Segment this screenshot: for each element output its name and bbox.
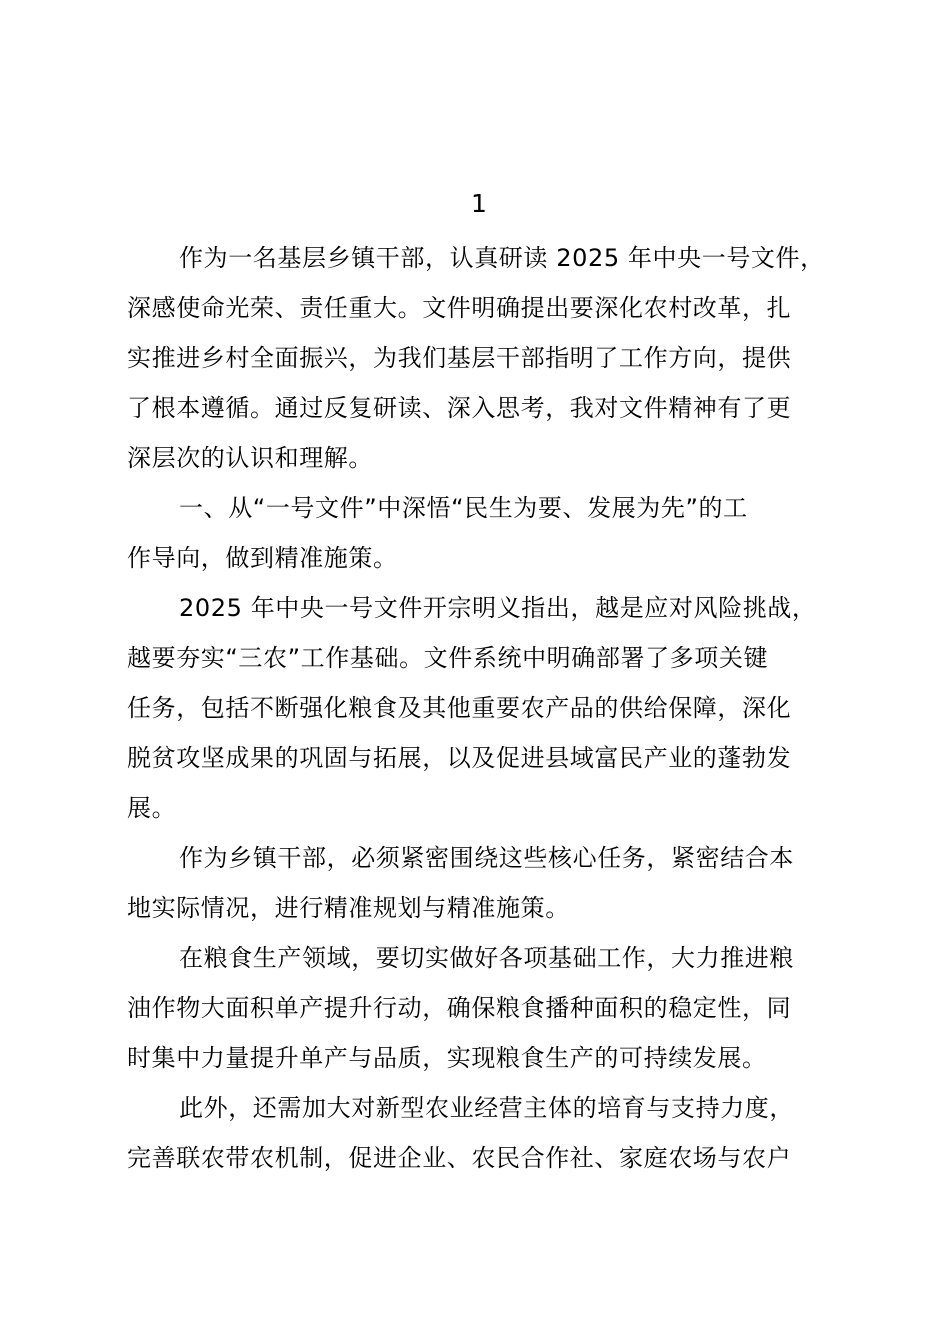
text-line: 了根本遵循。通过反复研读、深入思考，我对文件精神有了更 (127, 394, 792, 422)
paragraph-township-cadre (127, 833, 860, 933)
text-line: 任务，包括不断强化粮食及其他重要农产品的供给保障，深化 (127, 694, 792, 722)
text-line: 作为一名基层乡镇干部，认真研读 2025 年中央一号文件， (179, 244, 825, 272)
text-line: 在粮食生产领域，要切实做好各项基础工作，大力推进粮 (179, 944, 794, 972)
paragraph-new-entities (127, 1083, 860, 1183)
paragraph-grain-production (127, 933, 860, 1083)
section-heading-1 (127, 483, 860, 583)
text-line: 2025 年中央一号文件开宗明义指出，越是应对风险挑战， (179, 594, 817, 622)
text-line: 时集中力量提升单产与品质，实现粮食生产的可持续发展。 (127, 1044, 767, 1072)
text-line: 一、从“一号文件”中深悟“民生为要、发展为先”的工 (179, 494, 748, 522)
text-line: 深感使命光荣、责任重大。文件明确提出要深化农村改革，扎 (127, 294, 792, 322)
text-line: 油作物大面积单产提升行动，确保粮食播种面积的稳定性，同 (127, 994, 792, 1022)
text-line: 实推进乡村全面振兴，为我们基层干部指明了工作方向，提供 (127, 344, 792, 372)
text-line: 作导向，做到精准施策。 (127, 544, 398, 572)
text-line: 越要夯实“三农”工作基础。文件系统中明确部署了多项关键 (127, 644, 769, 672)
paragraph-document-tasks (127, 583, 860, 833)
document-body (127, 233, 860, 1183)
text-line: 展。 (127, 794, 177, 822)
text-line: 深层次的认识和理解。 (127, 444, 373, 472)
text-line: 此外，还需加大对新型农业经营主体的培育与支持力度， (179, 1094, 794, 1122)
paragraph-intro (127, 233, 860, 483)
page-number: 1 (471, 189, 487, 218)
text-line: 完善联农带农机制，促进企业、农民合作社、家庭农场与农户 (127, 1144, 792, 1172)
text-line: 地实际情况，进行精准规划与精准施策。 (127, 894, 570, 922)
text-line: 脱贫攻坚成果的巩固与拓展，以及促进县域富民产业的蓬勃发 (127, 744, 792, 772)
text-line: 作为乡镇干部，必须紧密围绕这些核心任务，紧密结合本 (179, 844, 794, 872)
